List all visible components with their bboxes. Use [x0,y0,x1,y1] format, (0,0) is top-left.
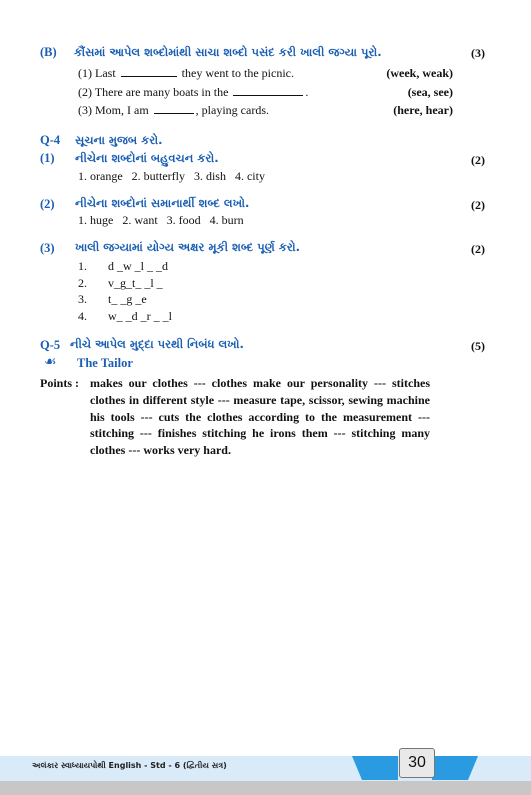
q5-title: નીચે આપેલ મુદ્દા પરથી નિબંધ લખો. [70,337,244,351]
b-item-3-num: (3) [78,103,92,117]
b-item-3-before: Mom, I am [95,103,149,117]
b-item-1-num: (1) [78,66,92,80]
section-b-label: (B) [40,45,57,59]
points-text: makes our clothes --- clothes make our personality --- stitches clothes in different style --- measure tape, scissor, sewing machine his tools --- cuts the clothes according to the measurement --- stitching --- finishes stitching he irons them --- stitching many clothes --- works very hard. [90,376,430,458]
item-num: 4. [78,309,87,323]
item-num: 3. [78,292,87,306]
blank-line [154,104,194,114]
item-num: 1. [78,259,87,273]
ornament-icon: ☙ [44,355,57,370]
q4-sub1-words: 1. orange 2. butterfly 3. dish 4. city [78,169,265,183]
b-item-1-options: (week, weak) [386,66,453,80]
footer-book-title: અલંકાર સ્વાધ્યાયપોથી English - Std - 6 (દ્વિતીય સત્ર) [32,761,227,770]
q5-label: Q-5 [40,338,61,352]
q4-sub3-item-3 [78,292,147,307]
q4-sub3-item-1 [78,259,168,274]
item-text: t_ _g _e [108,292,147,306]
b-item-3-options: (here, hear) [393,103,453,117]
q4-sub3-marks: (2) [471,242,485,256]
section-b-marks: (3) [471,46,485,60]
b-item-2-num: (2) [78,85,92,99]
b-item-3 [78,103,269,118]
q4-sub3-label: (3) [40,241,55,255]
page-footer [0,748,531,795]
q4-sub3-item-2 [78,276,163,291]
points-label: Points : [40,376,79,390]
item-text: d _w _l _ _d [108,259,168,273]
b-item-2-options: (sea, see) [407,85,453,99]
essay-title: The Tailor [77,356,133,370]
q4-sub2-title: નીચેના શબ્દોનાં સમાનાર્થી શબ્દ લખો. [75,196,250,210]
q4-title: સૂચના મુજબ કરો. [75,133,163,147]
q5-marks: (5) [471,339,485,353]
blank-line [121,67,177,77]
essay-points [40,375,432,459]
b-item-1 [78,66,294,81]
b-item-2 [78,85,308,100]
q4-sub2-label: (2) [40,197,55,211]
blank-line [233,86,303,96]
b-item-1-before: Last [95,66,116,80]
q4-sub1-marks: (2) [471,153,485,167]
item-num: 2. [78,276,87,290]
q4-sub2-words: 1. huge 2. want 3. food 4. burn [78,213,244,227]
ribbon-left [352,756,398,780]
q4-sub2-marks: (2) [471,198,485,212]
b-item-2-after: . [305,85,309,99]
q4-sub3-item-4 [78,309,172,324]
b-item-3-after: , playing cards. [195,103,269,117]
b-item-2-before: There are many boats in the [94,85,229,99]
section-b-title: કૌંસમાં આપેલ શબ્દોમાંથી સાચા શબ્દો પસંદ કરી ખાલી જગ્યા પૂરો. [74,45,382,59]
ribbon-right [432,756,478,780]
q4-sub1-title: નીચેના શબ્દોનાં બહુવચન કરો. [75,151,219,165]
page-number: 30 [399,748,435,778]
q4-sub3-title: ખાલી જગ્યામાં યોગ્ય અક્ષર મૂકી શબ્દ પૂર્ણ કરો. [75,240,301,254]
item-text: v_g_t_ _l _ [108,276,163,290]
item-text: w_ _d _r _ _l [108,309,172,323]
b-item-1-after: they went to the picnic. [181,66,294,80]
footer-bottom-bar [0,781,531,795]
q4-sub1-label: (1) [40,151,55,165]
q4-label: Q-4 [40,133,61,147]
